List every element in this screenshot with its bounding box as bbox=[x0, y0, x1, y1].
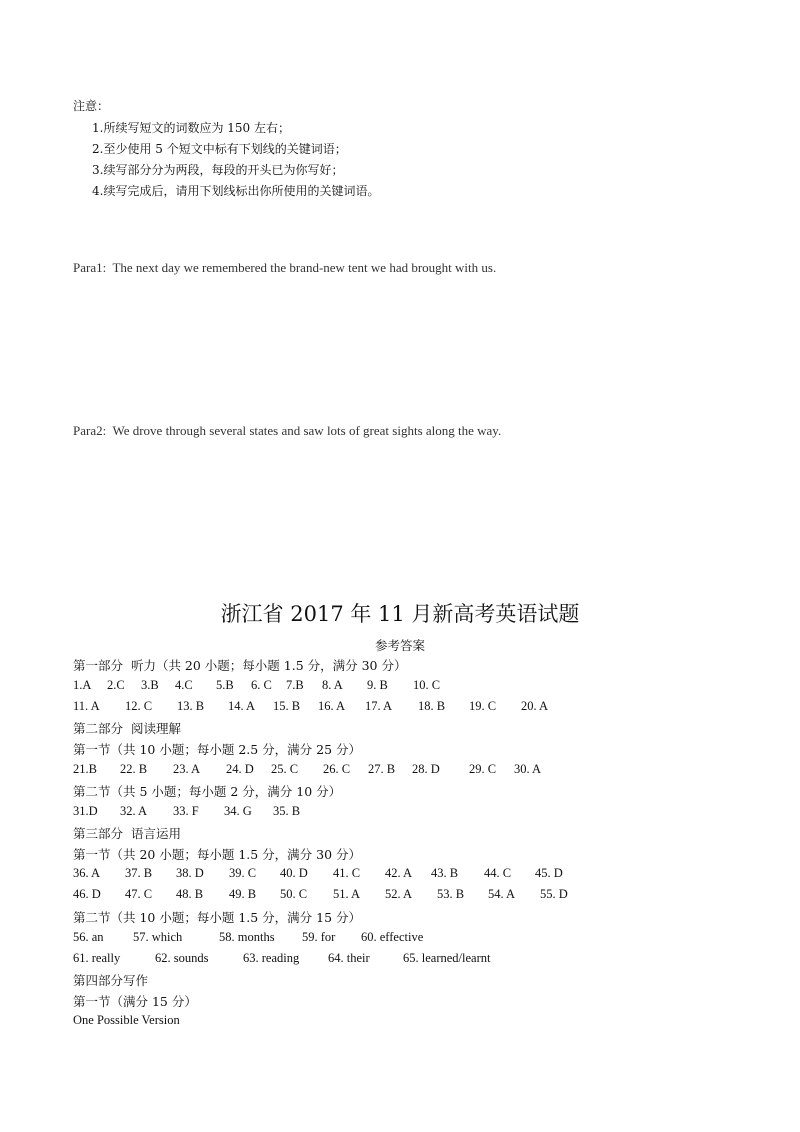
answer-item: 61. really bbox=[73, 951, 121, 965]
answer-item: 43. B bbox=[431, 866, 459, 880]
answer-item: 39. C bbox=[229, 866, 257, 880]
answer-item: 33. F bbox=[173, 804, 199, 818]
answer-item: 40. D bbox=[280, 866, 308, 880]
notice-item-2: 2.至少使用 5 个短文中标有下划线的关键词语； bbox=[92, 142, 347, 156]
answer-item: 14. A bbox=[228, 699, 256, 713]
answer-item: 6. C bbox=[251, 678, 272, 692]
answer-item: 56. an bbox=[73, 930, 104, 944]
answer-item: 32. A bbox=[120, 804, 148, 818]
answer-item: 55. D bbox=[540, 887, 568, 901]
answer-item: 41. C bbox=[333, 866, 361, 880]
answer-item: 48. B bbox=[176, 887, 204, 901]
answer-item: 29. C bbox=[469, 762, 497, 776]
answer-item: 30. A bbox=[514, 762, 542, 776]
para1-prompt: Para1: The next day we remembered the brand-new tent we had brought with us. bbox=[73, 260, 497, 275]
answer-item: 58. months bbox=[219, 930, 275, 944]
answer-item: 21.B bbox=[73, 762, 97, 776]
answer-item: 26. C bbox=[323, 762, 351, 776]
answer-item: 47. C bbox=[125, 887, 153, 901]
answer-item: 11. A bbox=[73, 699, 100, 713]
notice-item-4: 4.续写完成后，请用下划线标出你所使用的关键词语。 bbox=[92, 184, 380, 198]
part2-section2: 第二节（共 5 小题；每小题 2 分，满分 10 分） bbox=[73, 784, 342, 799]
answer-item: 64. their bbox=[328, 951, 370, 965]
answer-item: 31.D bbox=[73, 804, 98, 818]
answer-item: 35. B bbox=[273, 804, 301, 818]
answers-subtitle: 参考答案 bbox=[374, 638, 425, 653]
answer-item: 25. C bbox=[271, 762, 299, 776]
part4-heading: 第四部分写作 bbox=[73, 973, 149, 988]
answer-item: 46. D bbox=[73, 887, 101, 901]
answer-item: 45. D bbox=[535, 866, 563, 880]
answer-item: 27. B bbox=[368, 762, 396, 776]
answer-item: 42. A bbox=[385, 866, 413, 880]
answers-title: 浙江省 2017 年 11 月新高考英语试题 bbox=[220, 602, 580, 626]
answer-item: 36. A bbox=[73, 866, 101, 880]
answer-item: 5.B bbox=[216, 678, 234, 692]
part3-section1: 第一节（共 20 小题；每小题 1.5 分，满分 30 分） bbox=[73, 847, 362, 862]
answer-item: 1.A bbox=[73, 678, 92, 692]
answer-item: 15. B bbox=[273, 699, 301, 713]
answer-item: 34. G bbox=[224, 804, 252, 818]
part3-section2: 第二节（共 10 小题；每小题 1.5 分，满分 15 分） bbox=[73, 910, 362, 925]
answer-item: 38. D bbox=[176, 866, 204, 880]
answer-item: 60. effective bbox=[361, 930, 424, 944]
answer-item: 37. B bbox=[125, 866, 153, 880]
answer-item: 7.B bbox=[286, 678, 304, 692]
answer-item: 16. A bbox=[318, 699, 346, 713]
answer-item: 17. A bbox=[365, 699, 393, 713]
answer-item: 10. C bbox=[413, 678, 441, 692]
answer-item: 63. reading bbox=[243, 951, 300, 965]
notice-item-3: 3.续写部分分为两段，每段的开头已为你写好； bbox=[92, 163, 344, 177]
answer-item: 2.C bbox=[107, 678, 125, 692]
answer-item: 12. C bbox=[125, 699, 153, 713]
answer-item: 54. A bbox=[488, 887, 516, 901]
answer-item: 9. B bbox=[367, 678, 388, 692]
notice-item-1: 1.所续写短文的词数应为 150 左右； bbox=[92, 121, 290, 135]
answer-item: 62. sounds bbox=[155, 951, 209, 965]
answer-item: 20. A bbox=[521, 699, 549, 713]
answer-item: 57. which bbox=[133, 930, 183, 944]
answer-item: 22. B bbox=[120, 762, 148, 776]
answer-item: 49. B bbox=[229, 887, 257, 901]
answer-item: 13. B bbox=[177, 699, 205, 713]
part4-section1: 第一节（满分 15 分） bbox=[73, 994, 197, 1009]
answer-item: 59. for bbox=[302, 930, 336, 944]
part3-heading: 第三部分 语言运用 bbox=[73, 826, 181, 841]
notice-label: 注意： bbox=[73, 99, 110, 113]
para2-prompt: Para2: We drove through several states and saw lots of great sights along the way. bbox=[73, 423, 502, 438]
answer-item: 65. learned/learnt bbox=[403, 951, 491, 965]
part2-section1: 第一节（共 10 小题；每小题 2.5 分，满分 25 分） bbox=[73, 742, 362, 757]
part2-heading: 第二部分 阅读理解 bbox=[73, 721, 181, 736]
answer-item: 28. D bbox=[412, 762, 440, 776]
answer-item: 24. D bbox=[226, 762, 254, 776]
answer-item: 3.B bbox=[141, 678, 159, 692]
answer-item: 18. B bbox=[418, 699, 446, 713]
answer-item: 19. C bbox=[469, 699, 497, 713]
part1-heading: 第一部分 听力（共 20 小题；每小题 1.5 分，满分 30 分） bbox=[73, 658, 407, 673]
answer-item: 8. A bbox=[322, 678, 343, 692]
answer-item: 51. A bbox=[333, 887, 361, 901]
answer-item: 53. B bbox=[437, 887, 465, 901]
answer-item: 52. A bbox=[385, 887, 413, 901]
answer-item: 50. C bbox=[280, 887, 308, 901]
possible-version-heading: One Possible Version bbox=[73, 1013, 180, 1027]
answer-item: 23. A bbox=[173, 762, 201, 776]
answer-item: 4.C bbox=[175, 678, 193, 692]
answer-item: 44. C bbox=[484, 866, 512, 880]
